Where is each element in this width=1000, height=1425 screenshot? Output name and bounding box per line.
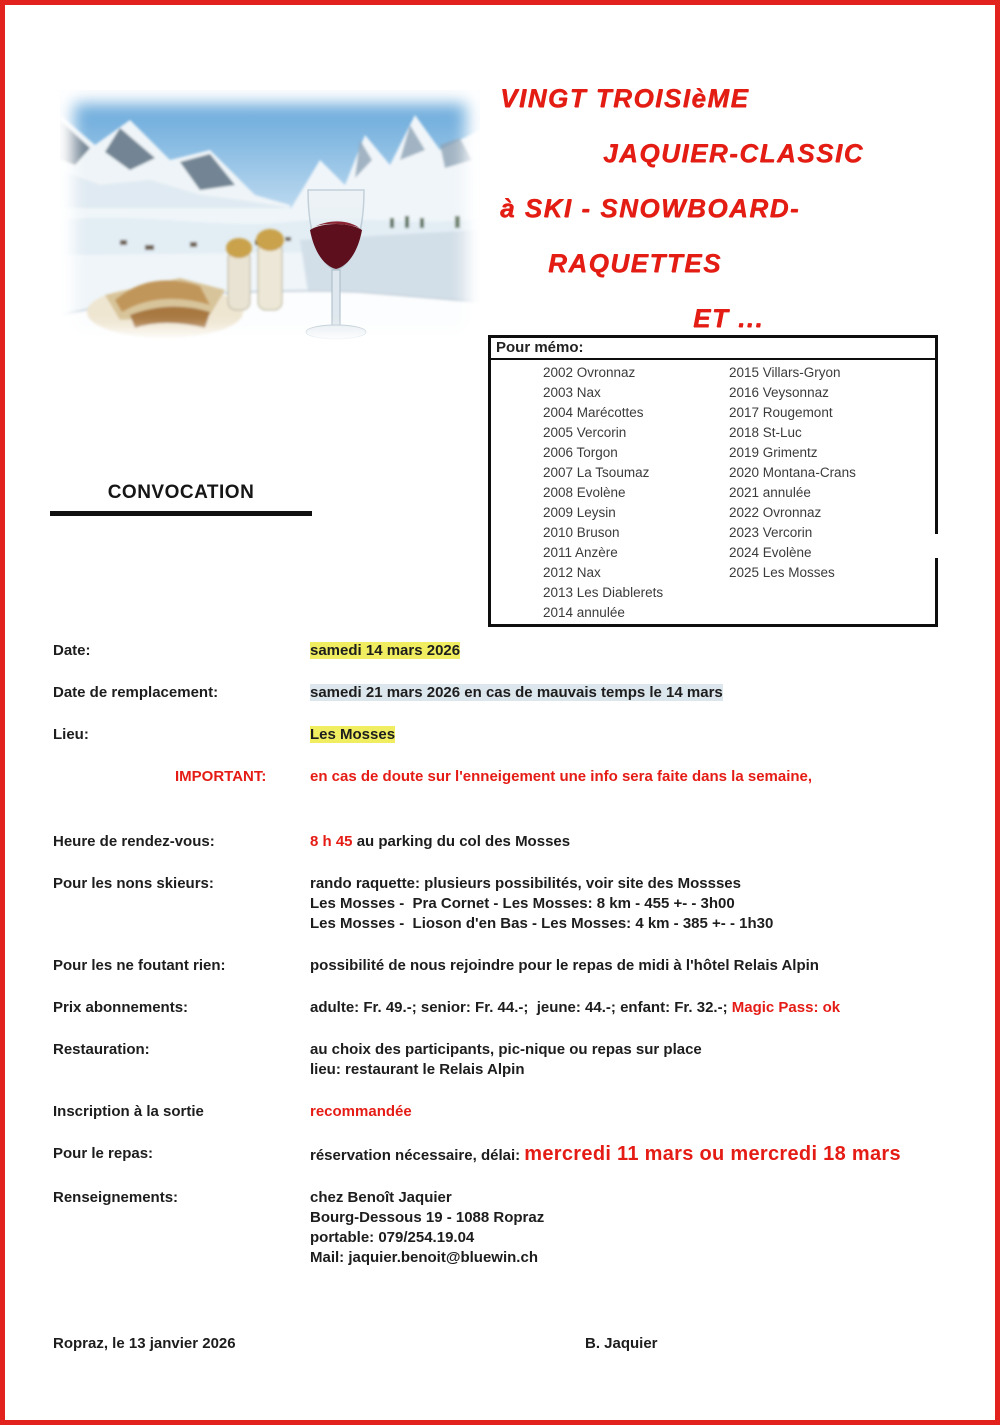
detail-value: [310, 1040, 958, 1080]
memo-item: 2019 Grimentz: [729, 445, 818, 460]
detail-row: [53, 956, 958, 976]
event-title-line: JAQUIER-CLASSIC: [603, 138, 864, 168]
detail-label: Date:: [53, 642, 91, 659]
memo-item: 2002 Ovronnaz: [543, 365, 636, 380]
memo-item: 2007 La Tsoumaz: [543, 465, 650, 480]
detail-value-line: [310, 641, 958, 661]
detail-value-line: [310, 914, 958, 934]
memo-item: 2024 Evolène: [729, 545, 812, 560]
detail-value-line: [310, 874, 958, 894]
memo-item: 2014 annulée: [543, 605, 625, 620]
memo-item: 2016 Veysonnaz: [729, 385, 829, 400]
detail-value: [310, 1102, 958, 1122]
memo-box: [488, 335, 938, 627]
detail-value-segment: possibilité de nous rejoindre pour le repas de midi à l'hôtel Relais Alpin: [310, 957, 819, 974]
detail-value-line: [310, 956, 958, 976]
detail-label: Prix abonnements:: [53, 999, 189, 1016]
detail-row: [53, 683, 958, 703]
detail-value: [310, 874, 958, 934]
detail-value-segment: samedi 14 mars 2026: [310, 642, 461, 659]
detail-value-line: [310, 767, 958, 787]
detail-value-line: [310, 1060, 958, 1080]
detail-value: [310, 956, 958, 976]
detail-value: [310, 1144, 958, 1166]
detail-value-line: [310, 998, 958, 1018]
detail-value-segment: réservation nécessaire, délai:: [310, 1147, 525, 1164]
detail-value-segment: Les Mosses - Lioson d'en Bas - Les Mosses: 4 km - 385 +- - 1h30: [310, 915, 774, 932]
detail-value-segment: Magic Pass: ok: [731, 999, 841, 1016]
memo-item: 2004 Marécottes: [543, 405, 644, 420]
memo-column-right: [729, 363, 935, 623]
memo-item: 2011 Anzère: [543, 545, 618, 560]
detail-value-segment: Bourg-Dessous 19 - 1088 Ropraz: [310, 1209, 545, 1226]
detail-label: Pour les nons skieurs:: [53, 875, 214, 892]
detail-value-line: [310, 1208, 958, 1228]
detail-value-segment: adulte: Fr. 49.-; senior: Fr. 44.-; jeune: 44.-; enfant: Fr. 32.-;: [310, 999, 732, 1016]
detail-value-segment: recommandée: [310, 1103, 412, 1120]
detail-value-segment: 8 h 45: [310, 833, 353, 850]
event-title-line: RAQUETTES: [548, 248, 722, 278]
detail-value-segment: portable: 079/254.19.04: [310, 1229, 475, 1246]
detail-label: Inscription à la sortie: [53, 1103, 204, 1120]
detail-value: [310, 1188, 958, 1268]
detail-value-line: [310, 1102, 958, 1122]
memo-item: 2021 annulée: [729, 485, 811, 500]
detail-label: IMPORTANT:: [175, 768, 267, 785]
detail-value-line: [310, 1188, 958, 1208]
mountain-photo-illustration: [60, 90, 480, 345]
detail-row: [53, 1188, 958, 1268]
detail-label: Renseignements:: [53, 1189, 179, 1206]
memo-item: 2010 Bruson: [543, 525, 620, 540]
memo-heading: Pour mémo:: [491, 338, 935, 360]
detail-value: [310, 832, 958, 852]
memo-item: 2023 Vercorin: [729, 525, 813, 540]
detail-row: [53, 641, 958, 661]
detail-label: Pour le repas:: [53, 1145, 154, 1162]
memo-item: 2006 Torgon: [543, 445, 618, 460]
detail-value: [310, 683, 958, 703]
detail-value-line: [310, 683, 958, 703]
detail-value-segment: rando raquette: plusieurs possibilités, voir site des Mossses: [310, 875, 741, 892]
detail-value-segment: mercredi 11 mars ou mercredi 18 mars: [524, 1143, 901, 1165]
mountain-photo: [60, 90, 480, 345]
memo-item: 2015 Villars-Gryon: [729, 365, 841, 380]
event-title-line: à SKI - SNOWBOARD-: [500, 193, 800, 223]
memo-item: 2020 Montana-Crans: [729, 465, 856, 480]
detail-value-segment: au choix des participants, pic-nique ou repas sur place: [310, 1041, 702, 1058]
event-title-line: ET ...: [693, 303, 765, 333]
detail-row: [53, 767, 958, 787]
detail-value-segment: Mail: jaquier.benoit@bluewin.ch: [310, 1249, 538, 1266]
detail-value: [310, 725, 958, 745]
detail-row: [53, 998, 958, 1018]
detail-value-segment: en cas de doute sur l'enneigement une info sera faite dans la semaine,: [310, 768, 813, 785]
detail-value: [310, 641, 958, 661]
memo-item: 2018 St-Luc: [729, 425, 802, 440]
detail-row: [53, 832, 958, 852]
detail-label: Date de remplacement:: [53, 684, 219, 701]
detail-row: [53, 874, 958, 934]
detail-value: [310, 998, 958, 1018]
details-section: [53, 641, 958, 1290]
detail-label: Heure de rendez-vous:: [53, 833, 215, 850]
detail-value-line: [310, 1248, 958, 1268]
detail-value-line: [310, 832, 958, 852]
memo-item: 2008 Evolène: [543, 485, 626, 500]
detail-value-segment: Les Mosses: [310, 726, 396, 743]
detail-value-line: [310, 1144, 958, 1166]
memo-column-left: [543, 363, 729, 623]
detail-row: [53, 1102, 958, 1122]
memo-item: 2012 Nax: [543, 565, 601, 580]
memo-item: 2003 Nax: [543, 385, 601, 400]
event-title: [493, 85, 953, 360]
detail-value-line: [310, 1040, 958, 1060]
event-title-line: VINGT TROISIèME: [500, 83, 750, 113]
memo-item: 2025 Les Mosses: [729, 565, 835, 580]
page-title: CONVOCATION: [50, 482, 312, 516]
place-date: Ropraz, le 13 janvier 2026: [53, 1335, 236, 1352]
signature: B. Jaquier: [585, 1335, 658, 1352]
memo-item: 2017 Rougemont: [729, 405, 833, 420]
detail-label: Lieu:: [53, 726, 89, 743]
detail-value-line: [310, 1228, 958, 1248]
memo-item: 2005 Vercorin: [543, 425, 627, 440]
detail-value-segment: chez Benoît Jaquier: [310, 1189, 452, 1206]
memo-item: 2022 Ovronnaz: [729, 505, 822, 520]
detail-value-line: [310, 894, 958, 914]
memo-item: 2009 Leysin: [543, 505, 616, 520]
memo-item: 2013 Les Diablerets: [543, 585, 664, 600]
detail-label: Restauration:: [53, 1041, 150, 1058]
footer: [53, 1335, 958, 1352]
detail-label: Pour les ne foutant rien:: [53, 957, 226, 974]
detail-value-segment: samedi 21 mars 2026 en cas de mauvais temps le 14 mars: [310, 684, 723, 701]
detail-value-segment: au parking du col des Mosses: [352, 833, 571, 850]
memo-border-gap: [934, 534, 938, 558]
detail-row: [53, 1144, 958, 1166]
detail-value: [310, 767, 958, 787]
detail-row: [53, 1040, 958, 1080]
detail-value-segment: Les Mosses - Pra Cornet - Les Mosses: 8 km - 455 +- - 3h00: [310, 895, 735, 912]
detail-row: [53, 725, 958, 745]
detail-value-segment: lieu: restaurant le Relais Alpin: [310, 1061, 525, 1078]
detail-value-line: [310, 725, 958, 745]
